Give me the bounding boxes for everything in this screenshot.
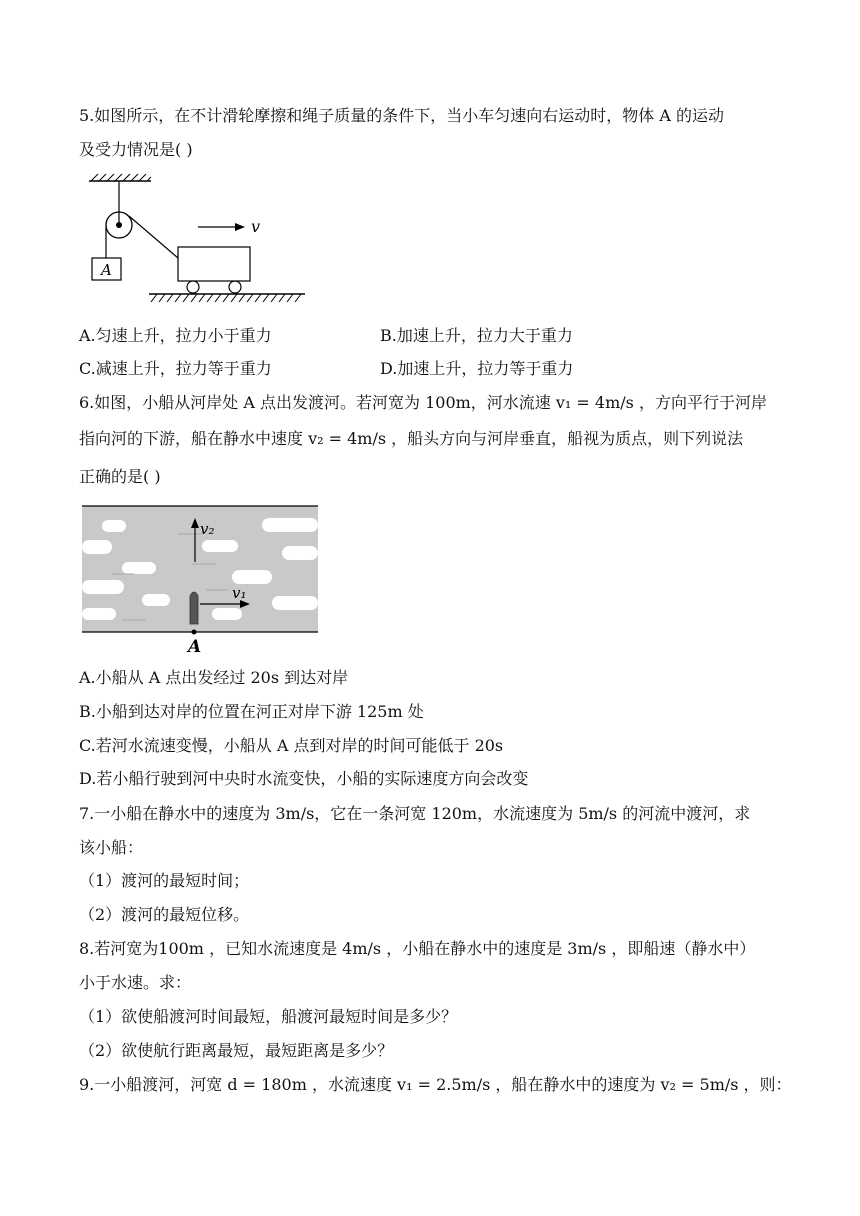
q8-part1: （1）欲使船渡河时间最短，船渡河最短时间是多少？ (79, 1007, 458, 1026)
q5-option-d: D.加速上升，拉力等于重力 (380, 359, 574, 378)
point-a-label: A (188, 637, 202, 656)
cart-velocity-label: v (251, 217, 261, 236)
q6-stem-line2: 指向河的下游，船在静水中速度 v₂ = 4m/s ，船头方向与河岸垂直，船视为质点，则下列说法 (79, 429, 744, 448)
q5-option-a: A.匀速上升，拉力小于重力 (79, 326, 272, 345)
q8-part2: （2）欲使航行距离最短，最短距离是多少？ (79, 1041, 394, 1060)
q6-option-d: D.若小船行驶到河中央时水流变快，小船的实际速度方向会改变 (79, 769, 529, 788)
q6-option-a: A.小船从 A 点出发经过 20s 到达对岸 (79, 668, 349, 687)
q9-stem-line1: 9.一小船渡河，河宽 d = 180m ，水流速度 v₁ = 2.5m/s ，船在静水中的速度为 v₂ = 5m/s ，则： (79, 1075, 792, 1094)
q8-stem-line1: 8.若河宽为100m ，已知水流速度是 4m/s ，小船在静水中的速度是 3m/s ，即船速（静水中） (79, 939, 756, 958)
q6-stem-line1: 6.如图，小船从河岸处 A 点出发渡河。若河宽为 100m，河水流速 v₁ = 4m/s ，方向平行于河岸 (79, 393, 767, 412)
q7-stem-line1: 7.一小船在静水中的速度为 3m/s，它在一条河宽 120m，水流速度为 5m/s 的河流中渡河，求 (79, 804, 751, 823)
q6-stem-line3: 正确的是( ) (79, 467, 161, 486)
q6-option-c: C.若河水流速变慢，小船从 A 点到对岸的时间可能低于 20s (79, 736, 504, 755)
q6-river-figure (82, 500, 322, 656)
q8-stem-line2: 小于水速。求： (79, 973, 192, 992)
boat-icon (190, 592, 198, 624)
q5-option-c: C.减速上升，拉力等于重力 (79, 359, 272, 378)
q5-stem-line2: 及受力情况是( ) (79, 140, 193, 159)
q5-stem-line1: 5.如图所示，在不计滑轮摩擦和绳子质量的条件下，当小车匀速向右运动时，物体 A 的运动 (79, 106, 724, 125)
v1-label: v₁ (232, 584, 247, 602)
q7-part2: （2）渡河的最短位移。 (79, 905, 250, 924)
q7-stem-line2: 该小船： (79, 838, 144, 857)
block-a-label: A (101, 261, 112, 279)
q6-option-b: B.小船到达对岸的位置在河正对岸下游 125m 处 (79, 702, 424, 721)
q5-option-b: B.加速上升，拉力大于重力 (380, 326, 573, 345)
v2-label: v₂ (200, 520, 215, 538)
q7-part1: （1）渡河的最短时间； (79, 871, 250, 890)
q5-pulley-cart-figure (85, 170, 310, 310)
